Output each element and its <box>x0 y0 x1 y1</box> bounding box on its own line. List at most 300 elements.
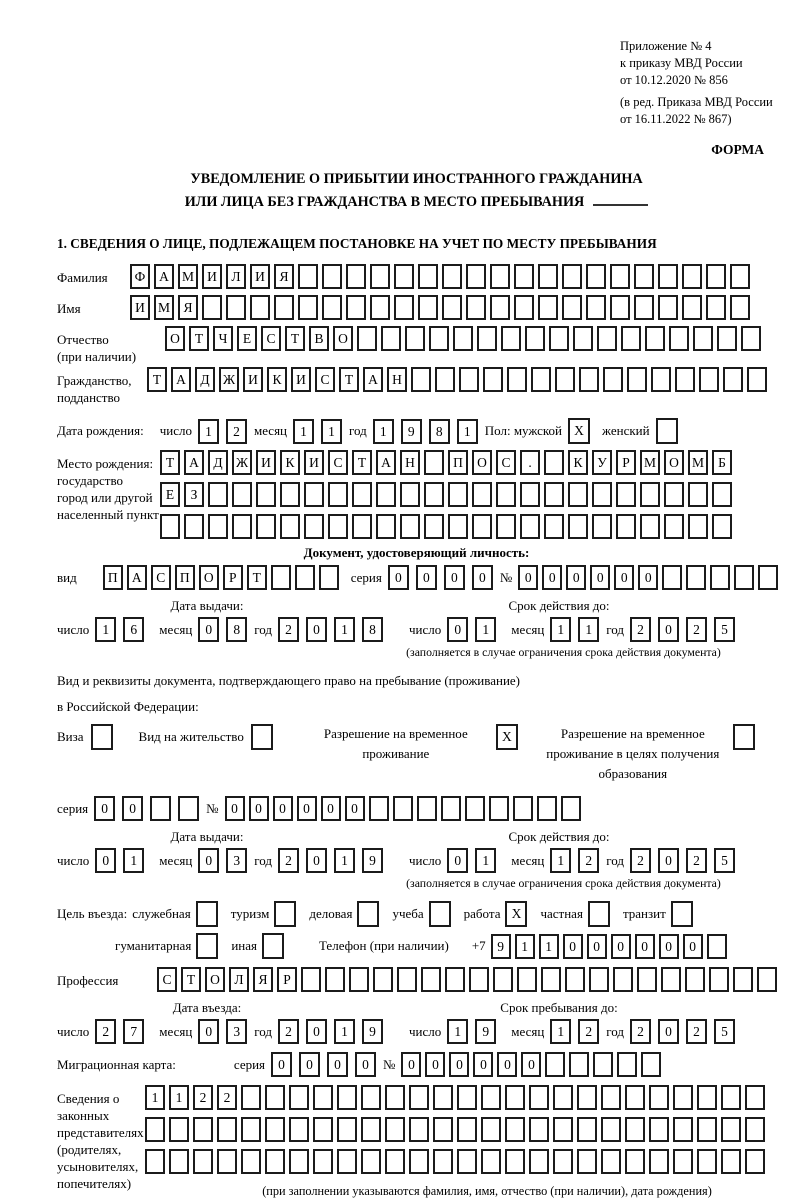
char-cell[interactable]: Н <box>400 450 420 475</box>
char-cell[interactable]: О <box>199 565 219 590</box>
char-cell[interactable]: 0 <box>271 1052 292 1077</box>
char-cell[interactable] <box>169 1149 189 1174</box>
char-cell[interactable] <box>265 1085 285 1110</box>
char-cell[interactable] <box>346 295 366 320</box>
char-cell[interactable]: 2 <box>630 848 651 873</box>
char-cell[interactable] <box>721 1085 741 1110</box>
char-cell[interactable]: И <box>291 367 311 392</box>
char-cell[interactable]: 1 <box>475 617 496 642</box>
char-cell[interactable] <box>568 514 588 539</box>
char-cell[interactable] <box>520 514 540 539</box>
char-cell[interactable] <box>721 1149 741 1174</box>
char-cell[interactable] <box>418 264 438 289</box>
char-cell[interactable] <box>217 1149 237 1174</box>
char-cell[interactable] <box>545 1052 565 1077</box>
char-cell[interactable] <box>466 264 486 289</box>
char-cell[interactable] <box>730 295 750 320</box>
char-cell[interactable] <box>193 1117 213 1142</box>
char-cell[interactable] <box>409 1085 429 1110</box>
char-cell[interactable]: И <box>304 450 324 475</box>
char-cell[interactable]: 0 <box>306 1019 327 1044</box>
char-cell[interactable] <box>641 1052 661 1077</box>
char-cell[interactable]: 1 <box>293 419 314 444</box>
char-cell[interactable]: 0 <box>198 848 219 873</box>
char-cell[interactable]: 0 <box>327 1052 348 1077</box>
char-cell[interactable]: К <box>280 450 300 475</box>
char-cell[interactable]: 1 <box>334 848 355 873</box>
char-cell[interactable] <box>514 295 534 320</box>
char-cell[interactable] <box>442 295 462 320</box>
char-cell[interactable] <box>453 326 473 351</box>
char-cell[interactable] <box>250 295 270 320</box>
char-cell[interactable] <box>457 1085 477 1110</box>
char-cell[interactable] <box>645 326 665 351</box>
char-cell[interactable] <box>730 264 750 289</box>
char-cell[interactable] <box>465 796 485 821</box>
char-cell[interactable] <box>601 1117 621 1142</box>
char-cell[interactable]: И <box>202 264 222 289</box>
char-cell[interactable] <box>145 1149 165 1174</box>
char-cell[interactable]: 0 <box>447 848 468 873</box>
char-cell[interactable]: Р <box>277 967 297 992</box>
char-cell[interactable]: Ч <box>213 326 233 351</box>
char-cell[interactable] <box>544 482 564 507</box>
char-cell[interactable]: 0 <box>94 796 115 821</box>
char-cell[interactable] <box>481 1085 501 1110</box>
char-cell[interactable] <box>757 967 777 992</box>
char-cell[interactable]: Т <box>189 326 209 351</box>
char-cell[interactable] <box>707 934 727 959</box>
char-cell[interactable]: 2 <box>686 617 707 642</box>
char-cell[interactable] <box>601 1085 621 1110</box>
char-cell[interactable] <box>717 326 737 351</box>
char-cell[interactable] <box>184 514 204 539</box>
char-cell[interactable]: 0 <box>444 565 465 590</box>
char-cell[interactable] <box>393 796 413 821</box>
char-cell[interactable] <box>445 967 465 992</box>
char-cell[interactable]: 0 <box>659 934 679 959</box>
char-cell[interactable] <box>150 796 171 821</box>
checkbox-cell[interactable] <box>91 724 113 750</box>
char-cell[interactable] <box>634 295 654 320</box>
char-cell[interactable] <box>688 482 708 507</box>
char-cell[interactable] <box>577 1149 597 1174</box>
char-cell[interactable]: 1 <box>578 617 599 642</box>
char-cell[interactable] <box>686 565 706 590</box>
char-cell[interactable] <box>490 264 510 289</box>
char-cell[interactable] <box>313 1085 333 1110</box>
char-cell[interactable] <box>505 1149 525 1174</box>
char-cell[interactable] <box>376 514 396 539</box>
char-cell[interactable] <box>369 796 389 821</box>
char-cell[interactable]: 1 <box>321 419 342 444</box>
char-cell[interactable] <box>409 1149 429 1174</box>
char-cell[interactable] <box>433 1149 453 1174</box>
char-cell[interactable]: 0 <box>449 1052 469 1077</box>
char-cell[interactable]: 0 <box>683 934 703 959</box>
char-cell[interactable]: П <box>448 450 468 475</box>
char-cell[interactable] <box>271 565 291 590</box>
char-cell[interactable]: Т <box>181 967 201 992</box>
char-cell[interactable] <box>169 1117 189 1142</box>
char-cell[interactable]: 0 <box>590 565 610 590</box>
char-cell[interactable] <box>472 482 492 507</box>
char-cell[interactable] <box>617 1052 637 1077</box>
char-cell[interactable] <box>232 482 252 507</box>
char-cell[interactable] <box>710 565 730 590</box>
char-cell[interactable]: 2 <box>578 1019 599 1044</box>
checkbox-cell[interactable] <box>357 901 379 927</box>
char-cell[interactable]: 2 <box>278 1019 299 1044</box>
char-cell[interactable] <box>493 967 513 992</box>
char-cell[interactable] <box>586 264 606 289</box>
char-cell[interactable]: 2 <box>278 617 299 642</box>
char-cell[interactable]: 0 <box>249 796 269 821</box>
char-cell[interactable] <box>627 367 647 392</box>
char-cell[interactable] <box>706 295 726 320</box>
char-cell[interactable]: 8 <box>429 419 450 444</box>
char-cell[interactable]: 9 <box>362 848 383 873</box>
char-cell[interactable]: С <box>328 450 348 475</box>
char-cell[interactable] <box>411 367 431 392</box>
char-cell[interactable] <box>385 1085 405 1110</box>
char-cell[interactable] <box>289 1149 309 1174</box>
char-cell[interactable]: А <box>363 367 383 392</box>
char-cell[interactable]: 0 <box>473 1052 493 1077</box>
char-cell[interactable] <box>734 565 754 590</box>
char-cell[interactable]: 0 <box>198 617 219 642</box>
char-cell[interactable]: 2 <box>578 848 599 873</box>
char-cell[interactable] <box>424 514 444 539</box>
char-cell[interactable]: 1 <box>550 1019 571 1044</box>
char-cell[interactable] <box>429 326 449 351</box>
char-cell[interactable]: 0 <box>447 617 468 642</box>
char-cell[interactable] <box>385 1117 405 1142</box>
char-cell[interactable] <box>208 482 228 507</box>
char-cell[interactable]: Л <box>226 264 246 289</box>
char-cell[interactable] <box>385 1149 405 1174</box>
char-cell[interactable] <box>433 1117 453 1142</box>
char-cell[interactable] <box>265 1149 285 1174</box>
char-cell[interactable]: 1 <box>169 1085 189 1110</box>
char-cell[interactable]: Я <box>178 295 198 320</box>
char-cell[interactable] <box>562 264 582 289</box>
char-cell[interactable]: И <box>256 450 276 475</box>
char-cell[interactable]: 0 <box>658 848 679 873</box>
char-cell[interactable]: 1 <box>539 934 559 959</box>
char-cell[interactable] <box>538 295 558 320</box>
char-cell[interactable] <box>673 1149 693 1174</box>
char-cell[interactable]: С <box>315 367 335 392</box>
char-cell[interactable] <box>568 482 588 507</box>
char-cell[interactable] <box>298 295 318 320</box>
char-cell[interactable]: У <box>592 450 612 475</box>
char-cell[interactable] <box>712 514 732 539</box>
char-cell[interactable] <box>610 295 630 320</box>
char-cell[interactable]: Н <box>387 367 407 392</box>
checkbox-cell[interactable] <box>429 901 451 927</box>
char-cell[interactable] <box>352 482 372 507</box>
char-cell[interactable] <box>361 1117 381 1142</box>
char-cell[interactable] <box>747 367 767 392</box>
char-cell[interactable] <box>706 264 726 289</box>
char-cell[interactable] <box>505 1085 525 1110</box>
char-cell[interactable] <box>601 1149 621 1174</box>
char-cell[interactable]: . <box>520 450 540 475</box>
char-cell[interactable] <box>448 514 468 539</box>
char-cell[interactable] <box>569 1052 589 1077</box>
char-cell[interactable] <box>553 1117 573 1142</box>
char-cell[interactable] <box>565 967 585 992</box>
char-cell[interactable]: 0 <box>611 934 631 959</box>
char-cell[interactable]: 1 <box>198 419 219 444</box>
char-cell[interactable]: 6 <box>123 617 144 642</box>
char-cell[interactable]: 0 <box>658 617 679 642</box>
char-cell[interactable] <box>553 1149 573 1174</box>
char-cell[interactable]: Я <box>274 264 294 289</box>
char-cell[interactable]: Р <box>223 565 243 590</box>
char-cell[interactable] <box>337 1117 357 1142</box>
char-cell[interactable] <box>723 367 743 392</box>
char-cell[interactable] <box>376 482 396 507</box>
char-cell[interactable] <box>651 367 671 392</box>
char-cell[interactable] <box>301 967 321 992</box>
char-cell[interactable]: 2 <box>278 848 299 873</box>
char-cell[interactable] <box>592 514 612 539</box>
char-cell[interactable] <box>507 367 527 392</box>
char-cell[interactable] <box>481 1117 501 1142</box>
char-cell[interactable]: С <box>496 450 516 475</box>
char-cell[interactable] <box>640 482 660 507</box>
char-cell[interactable] <box>541 967 561 992</box>
char-cell[interactable]: 0 <box>273 796 293 821</box>
char-cell[interactable] <box>697 1117 717 1142</box>
char-cell[interactable]: Б <box>712 450 732 475</box>
char-cell[interactable]: К <box>568 450 588 475</box>
char-cell[interactable] <box>562 295 582 320</box>
char-cell[interactable]: М <box>640 450 660 475</box>
char-cell[interactable]: 0 <box>614 565 634 590</box>
char-cell[interactable] <box>592 482 612 507</box>
char-cell[interactable]: 0 <box>306 617 327 642</box>
char-cell[interactable]: 1 <box>515 934 535 959</box>
char-cell[interactable] <box>621 326 641 351</box>
char-cell[interactable]: 1 <box>145 1085 165 1110</box>
char-cell[interactable]: Ж <box>219 367 239 392</box>
char-cell[interactable] <box>373 967 393 992</box>
char-cell[interactable]: 2 <box>193 1085 213 1110</box>
char-cell[interactable]: Ж <box>232 450 252 475</box>
char-cell[interactable]: 1 <box>334 1019 355 1044</box>
char-cell[interactable]: О <box>205 967 225 992</box>
char-cell[interactable] <box>501 326 521 351</box>
checkbox-cell[interactable]: X <box>496 724 518 750</box>
char-cell[interactable] <box>561 796 581 821</box>
char-cell[interactable]: 0 <box>472 565 493 590</box>
char-cell[interactable] <box>361 1085 381 1110</box>
char-cell[interactable] <box>337 1085 357 1110</box>
char-cell[interactable]: 1 <box>334 617 355 642</box>
char-cell[interactable]: 0 <box>635 934 655 959</box>
char-cell[interactable] <box>490 295 510 320</box>
char-cell[interactable]: 2 <box>630 1019 651 1044</box>
char-cell[interactable] <box>505 1117 525 1142</box>
char-cell[interactable] <box>472 514 492 539</box>
char-cell[interactable]: 9 <box>491 934 511 959</box>
char-cell[interactable]: 5 <box>714 1019 735 1044</box>
char-cell[interactable] <box>589 967 609 992</box>
char-cell[interactable] <box>381 326 401 351</box>
checkbox-cell[interactable]: X <box>568 418 590 444</box>
char-cell[interactable]: М <box>688 450 708 475</box>
checkbox-cell[interactable] <box>196 933 218 959</box>
char-cell[interactable] <box>289 1117 309 1142</box>
char-cell[interactable] <box>280 514 300 539</box>
char-cell[interactable] <box>352 514 372 539</box>
char-cell[interactable] <box>625 1117 645 1142</box>
char-cell[interactable] <box>741 326 761 351</box>
char-cell[interactable]: К <box>267 367 287 392</box>
char-cell[interactable]: Т <box>339 367 359 392</box>
char-cell[interactable] <box>346 264 366 289</box>
char-cell[interactable] <box>637 967 657 992</box>
char-cell[interactable]: А <box>154 264 174 289</box>
char-cell[interactable] <box>217 1117 237 1142</box>
char-cell[interactable] <box>304 514 324 539</box>
char-cell[interactable] <box>538 264 558 289</box>
char-cell[interactable] <box>424 450 444 475</box>
char-cell[interactable] <box>664 514 684 539</box>
char-cell[interactable]: 2 <box>686 1019 707 1044</box>
char-cell[interactable] <box>178 796 199 821</box>
checkbox-cell[interactable] <box>588 901 610 927</box>
char-cell[interactable]: Л <box>229 967 249 992</box>
char-cell[interactable] <box>489 796 509 821</box>
char-cell[interactable] <box>322 295 342 320</box>
char-cell[interactable] <box>544 450 564 475</box>
char-cell[interactable] <box>457 1149 477 1174</box>
char-cell[interactable]: М <box>178 264 198 289</box>
char-cell[interactable] <box>417 796 437 821</box>
char-cell[interactable] <box>593 1052 613 1077</box>
char-cell[interactable]: 0 <box>566 565 586 590</box>
char-cell[interactable] <box>397 967 417 992</box>
char-cell[interactable]: 0 <box>345 796 365 821</box>
char-cell[interactable] <box>649 1117 669 1142</box>
char-cell[interactable] <box>457 1117 477 1142</box>
char-cell[interactable] <box>274 295 294 320</box>
char-cell[interactable] <box>616 514 636 539</box>
char-cell[interactable] <box>319 565 339 590</box>
char-cell[interactable] <box>520 482 540 507</box>
char-cell[interactable] <box>669 326 689 351</box>
char-cell[interactable]: 1 <box>123 848 144 873</box>
char-cell[interactable]: 1 <box>475 848 496 873</box>
char-cell[interactable]: 2 <box>686 848 707 873</box>
char-cell[interactable]: 0 <box>306 848 327 873</box>
char-cell[interactable] <box>405 326 425 351</box>
char-cell[interactable]: 0 <box>416 565 437 590</box>
char-cell[interactable] <box>241 1149 261 1174</box>
char-cell[interactable] <box>193 1149 213 1174</box>
char-cell[interactable]: Т <box>160 450 180 475</box>
char-cell[interactable] <box>256 482 276 507</box>
char-cell[interactable] <box>394 295 414 320</box>
char-cell[interactable]: 0 <box>401 1052 421 1077</box>
char-cell[interactable]: 1 <box>550 848 571 873</box>
char-cell[interactable]: И <box>130 295 150 320</box>
char-cell[interactable] <box>688 514 708 539</box>
char-cell[interactable]: 2 <box>630 617 651 642</box>
char-cell[interactable]: 0 <box>297 796 317 821</box>
char-cell[interactable] <box>265 1117 285 1142</box>
char-cell[interactable] <box>693 326 713 351</box>
char-cell[interactable] <box>733 967 753 992</box>
char-cell[interactable]: 0 <box>425 1052 445 1077</box>
char-cell[interactable]: 0 <box>299 1052 320 1077</box>
char-cell[interactable]: 0 <box>563 934 583 959</box>
char-cell[interactable] <box>577 1117 597 1142</box>
char-cell[interactable]: 0 <box>95 848 116 873</box>
char-cell[interactable]: Е <box>237 326 257 351</box>
char-cell[interactable] <box>514 264 534 289</box>
char-cell[interactable] <box>459 367 479 392</box>
char-cell[interactable] <box>525 326 545 351</box>
char-cell[interactable]: А <box>184 450 204 475</box>
char-cell[interactable] <box>400 482 420 507</box>
char-cell[interactable] <box>256 514 276 539</box>
char-cell[interactable] <box>649 1085 669 1110</box>
char-cell[interactable]: 0 <box>198 1019 219 1044</box>
char-cell[interactable]: О <box>472 450 492 475</box>
char-cell[interactable]: 2 <box>226 419 247 444</box>
char-cell[interactable]: З <box>184 482 204 507</box>
char-cell[interactable] <box>531 367 551 392</box>
char-cell[interactable] <box>613 967 633 992</box>
char-cell[interactable]: 0 <box>388 565 409 590</box>
char-cell[interactable] <box>662 565 682 590</box>
char-cell[interactable]: Е <box>160 482 180 507</box>
char-cell[interactable]: П <box>103 565 123 590</box>
char-cell[interactable] <box>361 1149 381 1174</box>
char-cell[interactable] <box>337 1149 357 1174</box>
char-cell[interactable]: П <box>175 565 195 590</box>
char-cell[interactable]: О <box>664 450 684 475</box>
char-cell[interactable] <box>745 1085 765 1110</box>
char-cell[interactable] <box>433 1085 453 1110</box>
checkbox-cell[interactable] <box>251 724 273 750</box>
checkbox-cell[interactable] <box>274 901 296 927</box>
char-cell[interactable] <box>573 326 593 351</box>
char-cell[interactable] <box>466 295 486 320</box>
char-cell[interactable] <box>435 367 455 392</box>
char-cell[interactable]: 0 <box>542 565 562 590</box>
char-cell[interactable] <box>745 1117 765 1142</box>
char-cell[interactable] <box>529 1085 549 1110</box>
char-cell[interactable]: Ф <box>130 264 150 289</box>
checkbox-cell[interactable] <box>262 933 284 959</box>
char-cell[interactable] <box>529 1117 549 1142</box>
char-cell[interactable]: 3 <box>226 848 247 873</box>
char-cell[interactable] <box>640 514 660 539</box>
char-cell[interactable] <box>160 514 180 539</box>
char-cell[interactable]: 0 <box>521 1052 541 1077</box>
char-cell[interactable] <box>313 1149 333 1174</box>
char-cell[interactable]: Т <box>247 565 267 590</box>
char-cell[interactable] <box>328 514 348 539</box>
char-cell[interactable] <box>537 796 557 821</box>
char-cell[interactable] <box>579 367 599 392</box>
